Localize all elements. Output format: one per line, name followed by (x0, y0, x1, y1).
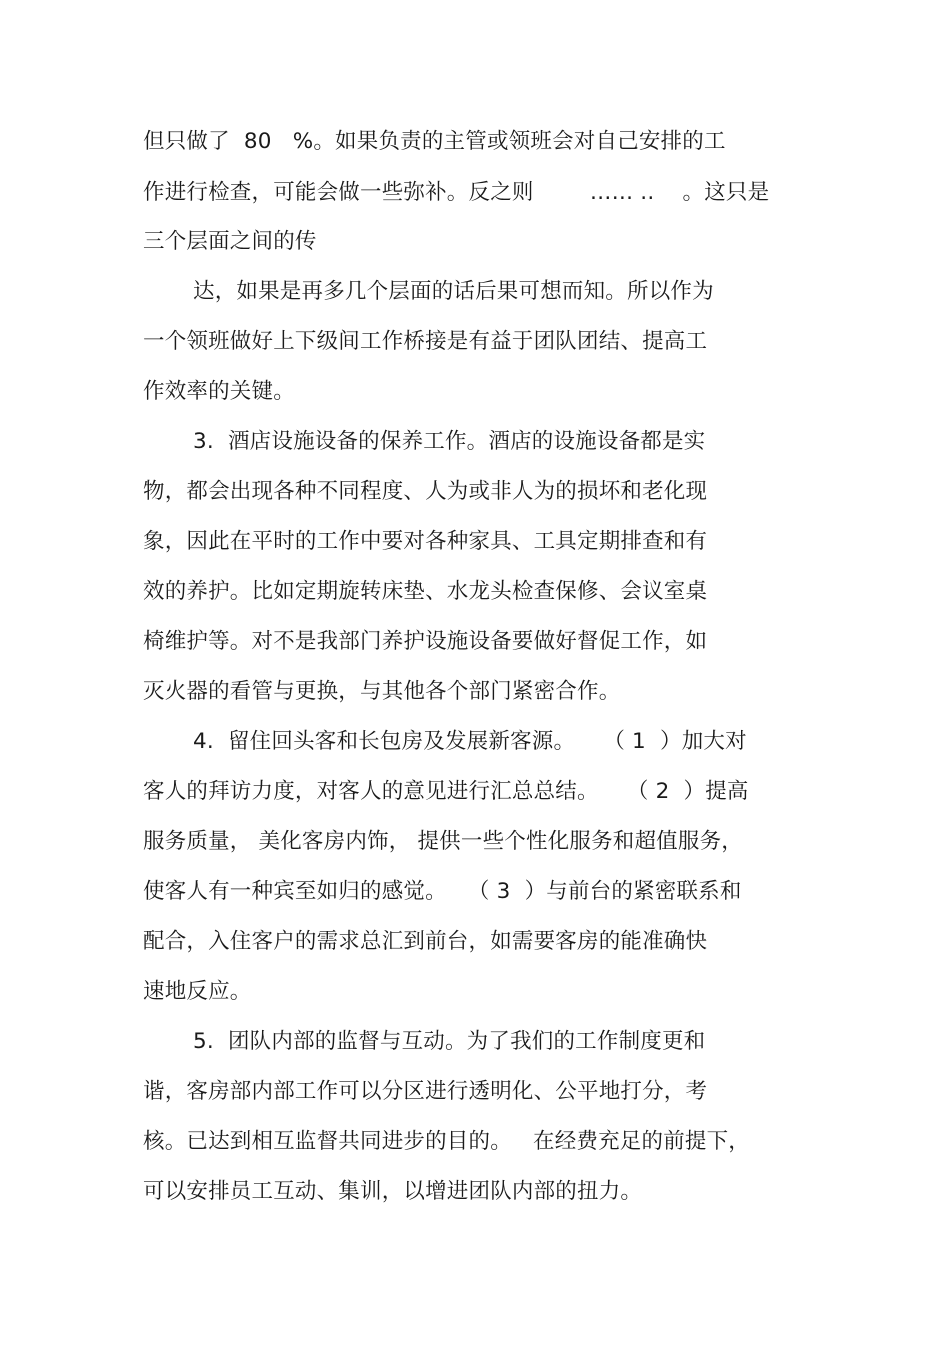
text-line-20: 谐，客房部内部工作可以分区进行透明化、公平地打分，考 (143, 1079, 708, 1104)
text-line-1: 但只做了 80 %。如果负责的主管或领班会对自己安排的工 (143, 129, 726, 154)
text-line-8: 物，都会出现各种不同程度、人为或非人为的损坏和老化现 (143, 479, 708, 504)
text-line-5: 一个领班做好上下级间工作桥接是有益于团队团结、提高工 (143, 329, 708, 354)
text-line-2: 作进行检查，可能会做一些弥补。反之则 …… .. 。这只是 (143, 180, 770, 205)
text-line-17: 配合，入住客户的需求总汇到前台，如需要客房的能准确快 (143, 929, 708, 954)
text-line-10: 效的养护。比如定期旋转床垫、水龙头检查保修、会议室桌 (143, 579, 708, 604)
text-line-4: 达，如果是再多几个层面的话后果可想而知。所以作为 (193, 279, 714, 304)
text-line-18: 速地反应。 (143, 979, 252, 1004)
text-line-7: 3. 酒店设施设备的保养工作。酒店的设施设备都是实 (193, 429, 706, 454)
text-line-19: 5. 团队内部的监督与互动。为了我们的工作制度更和 (193, 1029, 706, 1054)
text-line-9: 象，因此在平时的工作中要对各种家具、工具定期排查和有 (143, 529, 708, 554)
text-line-21: 核。已达到相互监督共同进步的目的。 在经费充足的前提下， (143, 1129, 751, 1154)
text-line-13: 4. 留住回头客和长包房及发展新客源。 （ 1 ）加大对 (193, 729, 747, 754)
text-line-12: 灭火器的看管与更换，与其他各个部门紧密合作。 (143, 679, 621, 704)
text-line-14: 客人的拜访力度，对客人的意见进行汇总总结。 （ 2 ）提高 (143, 779, 749, 804)
text-line-15: 服务质量， 美化客房内饰， 提供一些个性化服务和超值服务， (143, 829, 743, 854)
text-line-3: 三个层面之间的传 (143, 229, 317, 254)
text-line-16: 使客人有一种宾至如归的感觉。 （ 3 ）与前台的紧密联系和 (143, 879, 742, 904)
text-line-6: 作效率的关键。 (143, 379, 295, 404)
text-line-11: 椅维护等。对不是我部门养护设施设备要做好督促工作，如 (143, 629, 708, 654)
text-line-22: 可以安排员工互动、集训，以增进团队内部的扭力。 (143, 1179, 643, 1204)
